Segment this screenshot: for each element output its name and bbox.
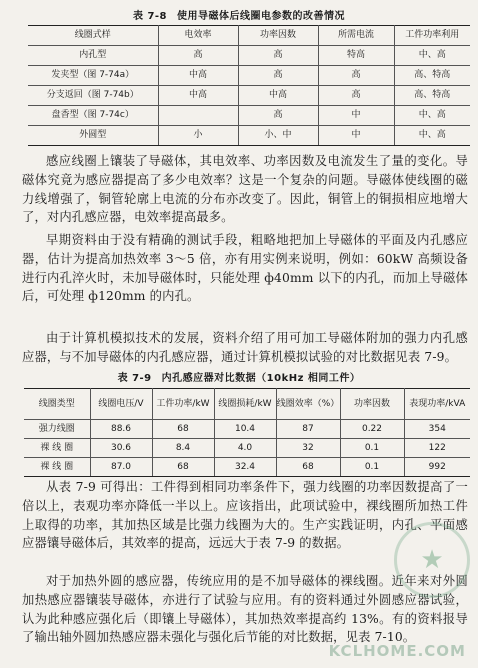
table-cell: 发夹型（图 7-74a） (28, 66, 158, 86)
body-paragraph: 感应线圈上镶装了导磁体，其电效率、功率因数及电流发生了量的变化。导磁体究竟为感应器提高了多少电效率？这是一个复杂的问题。导磁体使线圈的磁力线增强了，铜管轮廓上电流的分布亦改变了。因此，铜管上的铜损相应地增大了，对内孔感应器，电效率提高最多。 (22, 154, 468, 225)
table-cell: 354 (404, 420, 470, 439)
table-cell: 内孔型 (28, 46, 158, 66)
header-cell: 工件功率利用 (394, 26, 470, 46)
table-cell: 高 (318, 66, 394, 86)
table-cell: 中高 (158, 86, 238, 106)
table-cell: 盘香型（图 7-74c） (28, 106, 158, 126)
table-cell: 特高 (318, 46, 394, 66)
table-cell: 裸 线 圈 (24, 439, 90, 458)
table-cell: 88.6 (90, 420, 152, 439)
table-cell: 高、特高 (394, 86, 470, 106)
table-cell: 10.4 (214, 420, 276, 439)
table-cell: 高 (318, 86, 394, 106)
table-cell: 68 (152, 420, 214, 439)
table-title: 使用导磁体后线圈电参数的改善情况 (177, 11, 346, 22)
header-cell: 功率因数 (238, 26, 318, 46)
table-cell: 992 (404, 458, 470, 477)
header-cell: 工件功率/kW (152, 389, 214, 420)
table-cell: 中 (318, 126, 394, 146)
table-cell: 中高 (158, 66, 238, 86)
table-cell: 中 (318, 106, 394, 126)
table-cell: 87 (276, 420, 340, 439)
header-cell: 线圈损耗/kW (214, 389, 276, 420)
body-paragraph: 由于计算机模拟技术的发展，资料介绍了用可加工导磁体附加的强力内孔感应器，与不加导磁体的内孔感应器，通过计算机模拟试验的对比数据见表 7-9。 (22, 331, 468, 364)
header-cell: 线圈效率（%） (276, 389, 340, 420)
table-7-8-caption (0, 7, 478, 22)
table-row (24, 458, 470, 477)
table-row (24, 420, 470, 439)
table-cell: 高 (238, 106, 318, 126)
table-title: 内孔感应器对比数据（10kHz 相同工件） (161, 373, 361, 384)
body-paragraph: 对于加热外圆的感应器，传统应用的是不加导磁体的裸线圈。近年来对外圆加热感应器镶装导磁体，亦进行了试验与应用。有的资料通过外圆感应器试验，认为此种感应强化后（即镶上导磁体），其加热效率提高约 13%。有的资料报导了输出轴外圆加热感应器未强化与强化后节能的对比数据，见表 7-10。 (22, 574, 468, 645)
table-cell: 外圆型 (28, 126, 158, 146)
table-7-8 (28, 25, 470, 146)
table-cell: 0.1 (340, 439, 404, 458)
table-cell: 小 (158, 126, 238, 146)
body-paragraph: 早期资料由于没有精确的测试手段，粗略地把加上导磁体的平面及内孔感应器，估计为提高加热效率 3～5 倍，亦有用实例来说明，例如：60kW 高频设备进行内孔淬火时，未加导磁体时，只能处理 ф40mm 以下的内孔，而加上导磁体后，可处理 ф120mm 的内孔。 (22, 233, 468, 304)
table-row (28, 66, 470, 86)
watermark: KCLHOME.COM (328, 642, 466, 660)
table-cell: 30.6 (90, 439, 152, 458)
table-cell: 分支返回（图 7-74b） (28, 86, 158, 106)
header-cell: 线圈式样 (28, 26, 158, 46)
table-cell: 32.4 (214, 458, 276, 477)
table-cell: 68 (276, 458, 340, 477)
table-cell: 中高 (238, 86, 318, 106)
table-cell: 中、高 (394, 126, 470, 146)
table-7-9-caption (0, 369, 478, 384)
table-row (24, 439, 470, 458)
header-cell: 线圈电压/V (90, 389, 152, 420)
table-cell: 强力线圈 (24, 420, 90, 439)
table-cell: 32 (276, 439, 340, 458)
table-number: 表 7-9 (117, 373, 152, 384)
table-row (28, 86, 470, 106)
table-cell: 4.0 (214, 439, 276, 458)
watermark-seal-icon: ★ (394, 522, 470, 598)
table-cell: 122 (404, 439, 470, 458)
table-7-9 (24, 388, 470, 477)
table-cell: 高 (238, 46, 318, 66)
header-cell: 表现功率/kVA (404, 389, 470, 420)
table-cell: 高 (158, 46, 238, 66)
table-cell: 中、高 (394, 46, 470, 66)
table-number: 表 7-8 (132, 11, 168, 22)
table-cell: 中、高 (394, 106, 470, 126)
table-cell: 高 (238, 66, 318, 86)
table-cell: 0.22 (340, 420, 404, 439)
table-row (28, 46, 470, 66)
table-row (28, 106, 470, 126)
table-cell: 68 (152, 458, 214, 477)
table-header-row (24, 389, 470, 420)
table-cell: 高、特高 (394, 66, 470, 86)
table-cell: 0.1 (340, 458, 404, 477)
table-cell: 裸 线 圈 (24, 458, 90, 477)
table-cell: 8.4 (152, 439, 214, 458)
table-cell: 小、中 (238, 126, 318, 146)
body-paragraph: 从表 7-9 可得出：工件得到相同功率条件下，强力线圈的功率因数提高了一倍以上，表观功率亦降低一半以上。应该指出，此项试验中，裸线圈所加热工件上取得的功率，其加热区域是比强力线圈为大的。生产实践证明，内孔、平面感应器镶导磁体后，其效率的提高，远远大于表 7-9 的数据。 (22, 480, 468, 551)
header-cell: 线圈类型 (24, 389, 90, 420)
table-cell (158, 106, 238, 126)
table-row (28, 126, 470, 146)
header-cell: 功率因数 (340, 389, 404, 420)
table-header-row (28, 26, 470, 46)
header-cell: 电效率 (158, 26, 238, 46)
header-cell: 所需电流 (318, 26, 394, 46)
table-cell: 87.0 (90, 458, 152, 477)
